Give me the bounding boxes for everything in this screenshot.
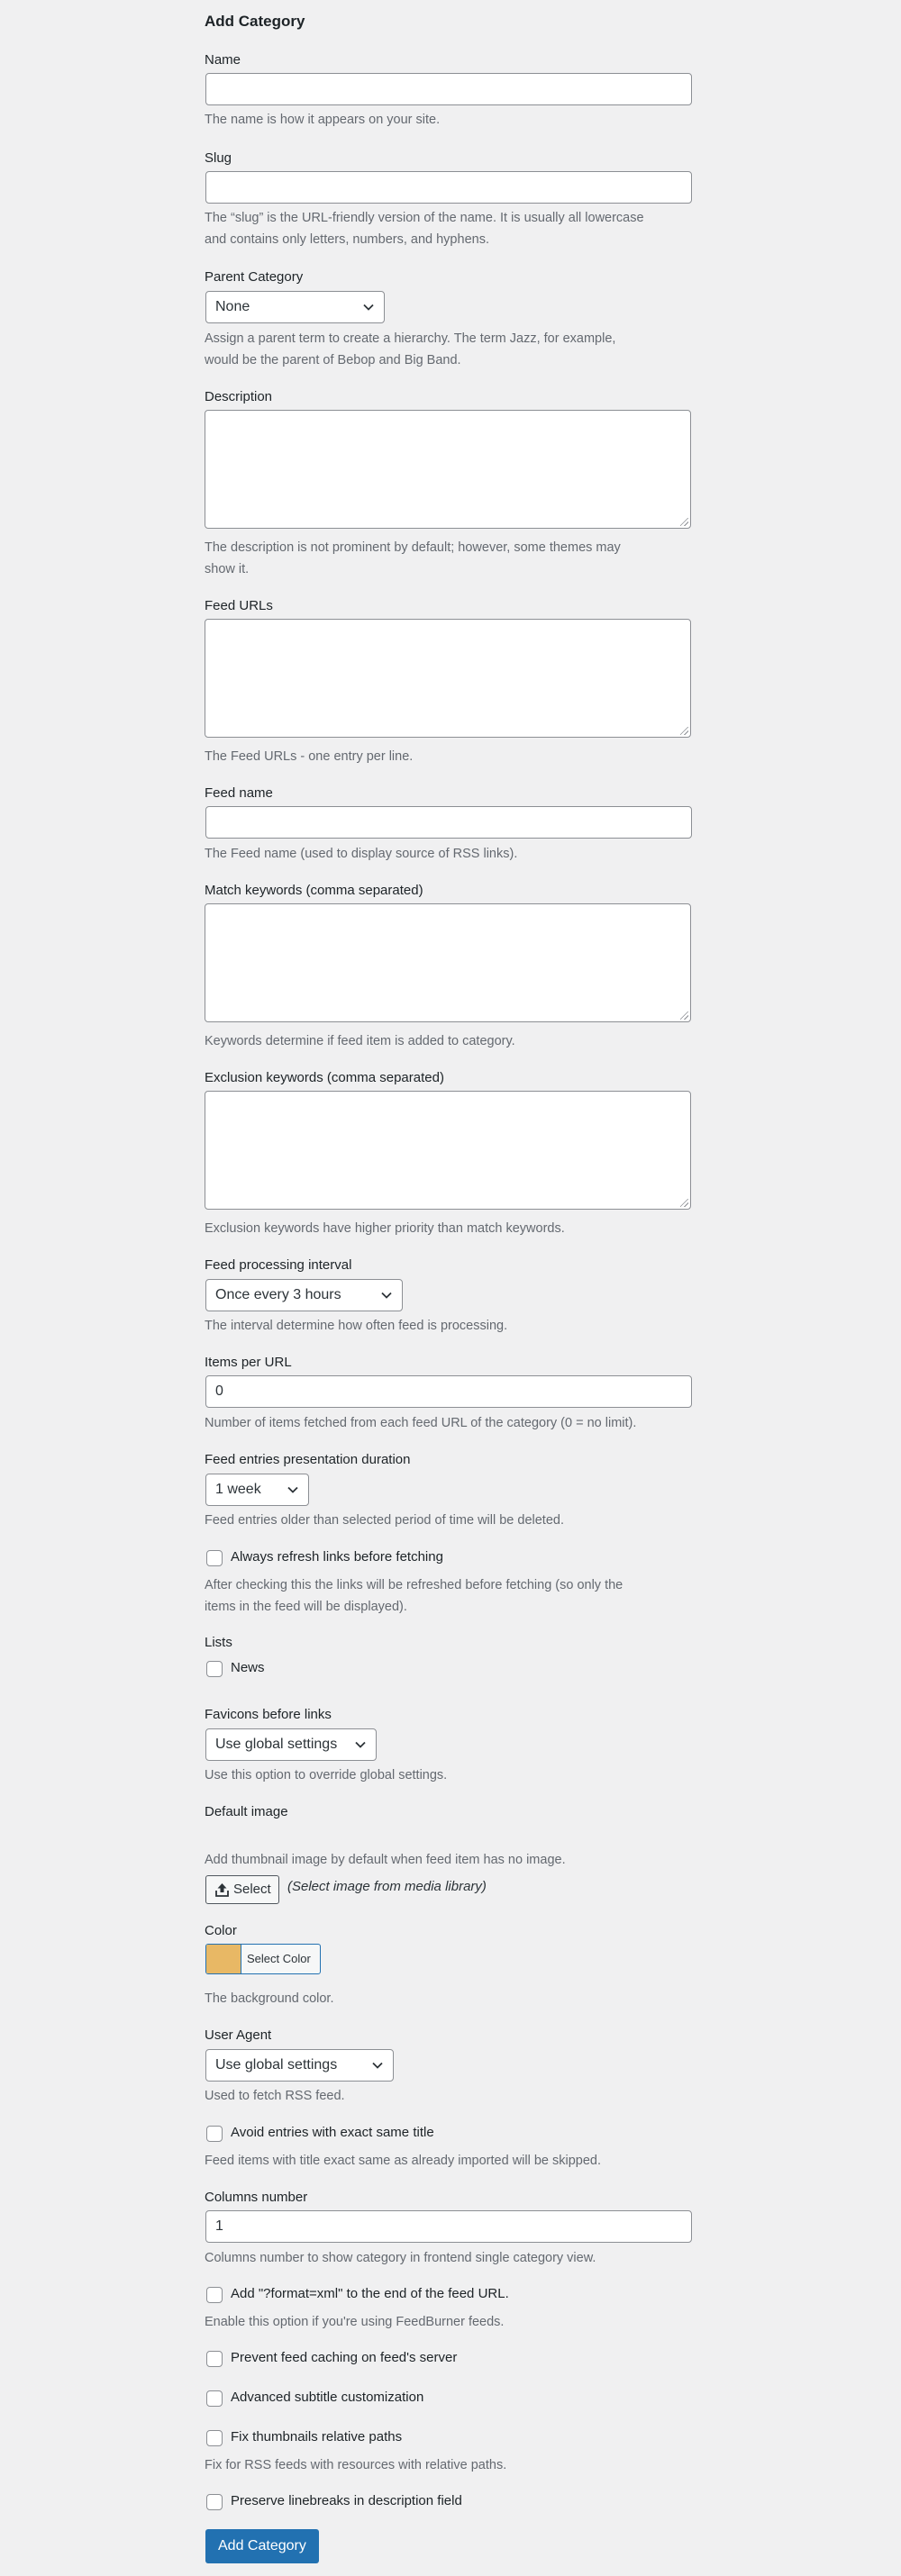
columns-number-label: Columns number [205,2190,308,2205]
match-keywords-textarea[interactable] [205,903,691,1022]
description-help-line1: The description is not prominent by default; however, some themes may [205,540,621,555]
always-refresh-checkbox[interactable] [206,1550,223,1566]
feed-name-input[interactable] [205,806,692,839]
color-description: The background color. [205,1991,334,2006]
description-help-line2: show it. [205,562,250,576]
parent-category-label: Parent Category [205,269,304,285]
upload-icon [215,1882,229,1897]
feed-name-label: Feed name [205,785,273,801]
user-agent-select[interactable] [205,2049,394,2082]
select-image-button[interactable] [205,1875,279,1904]
favicons-value: Use global settings [215,1737,338,1752]
avoid-same-title-row[interactable] [205,2125,565,2143]
items-per-url-description: Number of items fetched from each feed URL of the category (0 = no limit). [205,1416,637,1430]
feed-urls-description: The Feed URLs - one entry per line. [205,749,414,764]
slug-description-line1: The “slug” is the URL-friendly version of the name. It is usually all lowercase [205,211,644,225]
resize-handle-icon[interactable] [680,1011,688,1020]
fix-thumbnails-row[interactable] [205,2429,565,2447]
news-label[interactable]: News [231,1660,265,1675]
avoid-same-title-description: Feed items with title exact same as already imported will be skipped. [205,2154,602,2168]
exclusion-keywords-label: Exclusion keywords (comma separated) [205,1070,444,1085]
always-refresh-description-line2: items in the feed will be displayed). [205,1600,407,1614]
chevron-down-icon [362,301,375,313]
name-label: Name [205,52,241,68]
format-xml-checkbox[interactable] [206,2287,223,2303]
user-agent-description: Used to fetch RSS feed. [205,2089,345,2103]
items-per-url-input[interactable] [205,1375,692,1408]
add-category-button[interactable]: Add Category [205,2529,319,2563]
fix-thumbnails-label[interactable]: Fix thumbnails relative paths [231,2429,403,2444]
feed-urls-textarea[interactable] [205,619,691,738]
parent-category-description-line1: Assign a parent term to create a hierarchy. The term Jazz, for example, [205,331,616,346]
select-image-label: Select [233,1882,271,1897]
user-agent-value: Use global settings [215,2057,338,2073]
format-xml-description: Enable this option if you're using FeedBurner feeds. [205,2315,505,2329]
favicons-select[interactable] [205,1728,377,1761]
prevent-caching-checkbox[interactable] [206,2351,223,2367]
match-keywords-label: Match keywords (comma separated) [205,883,423,898]
columns-number-input[interactable] [205,2210,692,2243]
exclusion-keywords-description: Exclusion keywords have higher priority than match keywords. [205,1221,565,1236]
match-keywords-description: Keywords determine if feed item is added to category. [205,1034,515,1048]
chevron-down-icon [371,2059,384,2072]
format-xml-row[interactable] [205,2286,610,2304]
fix-thumbnails-checkbox[interactable] [206,2430,223,2446]
default-image-description: Add thumbnail image by default when feed item has no image. [205,1853,566,1867]
advanced-subtitle-checkbox[interactable] [206,2390,223,2407]
list-item-news[interactable] [205,1660,385,1678]
color-label: Color [205,1923,237,1938]
slug-description-line2: and contains only letters, numbers, and hyphens. [205,232,489,247]
always-refresh-label[interactable]: Always refresh links before fetching [231,1549,443,1565]
format-xml-label[interactable]: Add "?format=xml" to the end of the feed URL. [231,2286,509,2301]
interval-value: Once every 3 hours [215,1287,341,1302]
color-swatch [206,1945,241,1973]
preserve-linebreaks-label[interactable]: Preserve linebreaks in description field [231,2493,462,2508]
chevron-down-icon [287,1483,299,1496]
news-checkbox[interactable] [206,1661,223,1677]
select-color-button[interactable] [205,1944,321,1974]
parent-category-description-line2: would be the parent of Bebop and Big Band. [205,353,461,367]
interval-label: Feed processing interval [205,1257,352,1273]
select-image-hint: (Select image from media library) [287,1879,487,1894]
items-per-url-label: Items per URL [205,1355,292,1370]
description-textarea[interactable] [205,410,691,529]
favicons-description: Use this option to override global settings. [205,1768,448,1782]
chevron-down-icon [354,1738,367,1751]
lists-label: Lists [205,1635,232,1650]
interval-select[interactable] [205,1279,403,1311]
presentation-duration-select[interactable] [205,1474,309,1506]
exclusion-keywords-textarea[interactable] [205,1091,691,1210]
advanced-subtitle-row[interactable] [205,2390,565,2408]
feed-urls-label: Feed URLs [205,598,273,613]
slug-label: Slug [205,150,232,166]
interval-description: The interval determine how often feed is processing. [205,1319,508,1333]
preserve-linebreaks-row[interactable] [205,2493,565,2511]
always-refresh-description-line1: After checking this the links will be refreshed before fetching (so only the [205,1578,623,1592]
presentation-duration-value: 1 week [215,1482,261,1497]
name-input[interactable] [205,73,692,105]
name-description: The name is how it appears on your site. [205,113,441,127]
parent-category-select[interactable] [205,291,385,323]
form-title: Add Category [205,13,305,30]
presentation-duration-label: Feed entries presentation duration [205,1452,411,1467]
prevent-caching-label[interactable]: Prevent feed caching on feed's server [231,2350,458,2365]
slug-input[interactable] [205,171,692,204]
select-color-label: Select Color [247,1952,311,1965]
feed-name-description: The Feed name (used to display source of RSS links). [205,847,518,861]
resize-handle-icon[interactable] [680,1199,688,1207]
preserve-linebreaks-checkbox[interactable] [206,2494,223,2510]
fix-thumbnails-description: Fix for RSS feeds with resources with relative paths. [205,2458,507,2472]
resize-handle-icon[interactable] [680,518,688,526]
resize-handle-icon[interactable] [680,727,688,735]
description-label: Description [205,389,273,404]
avoid-same-title-label[interactable]: Avoid entries with exact same title [231,2125,434,2140]
avoid-same-title-checkbox[interactable] [206,2126,223,2142]
parent-category-value: None [215,299,250,314]
prevent-caching-row[interactable] [205,2350,565,2368]
always-refresh-row[interactable] [205,1549,565,1567]
chevron-down-icon [380,1289,393,1302]
user-agent-label: User Agent [205,2027,272,2043]
presentation-duration-description: Feed entries older than selected period of time will be deleted. [205,1513,564,1528]
default-image-label: Default image [205,1804,288,1819]
advanced-subtitle-label[interactable]: Advanced subtitle customization [231,2390,424,2405]
favicons-label: Favicons before links [205,1707,332,1722]
columns-number-description: Columns number to show category in frontend single category view. [205,2251,596,2265]
